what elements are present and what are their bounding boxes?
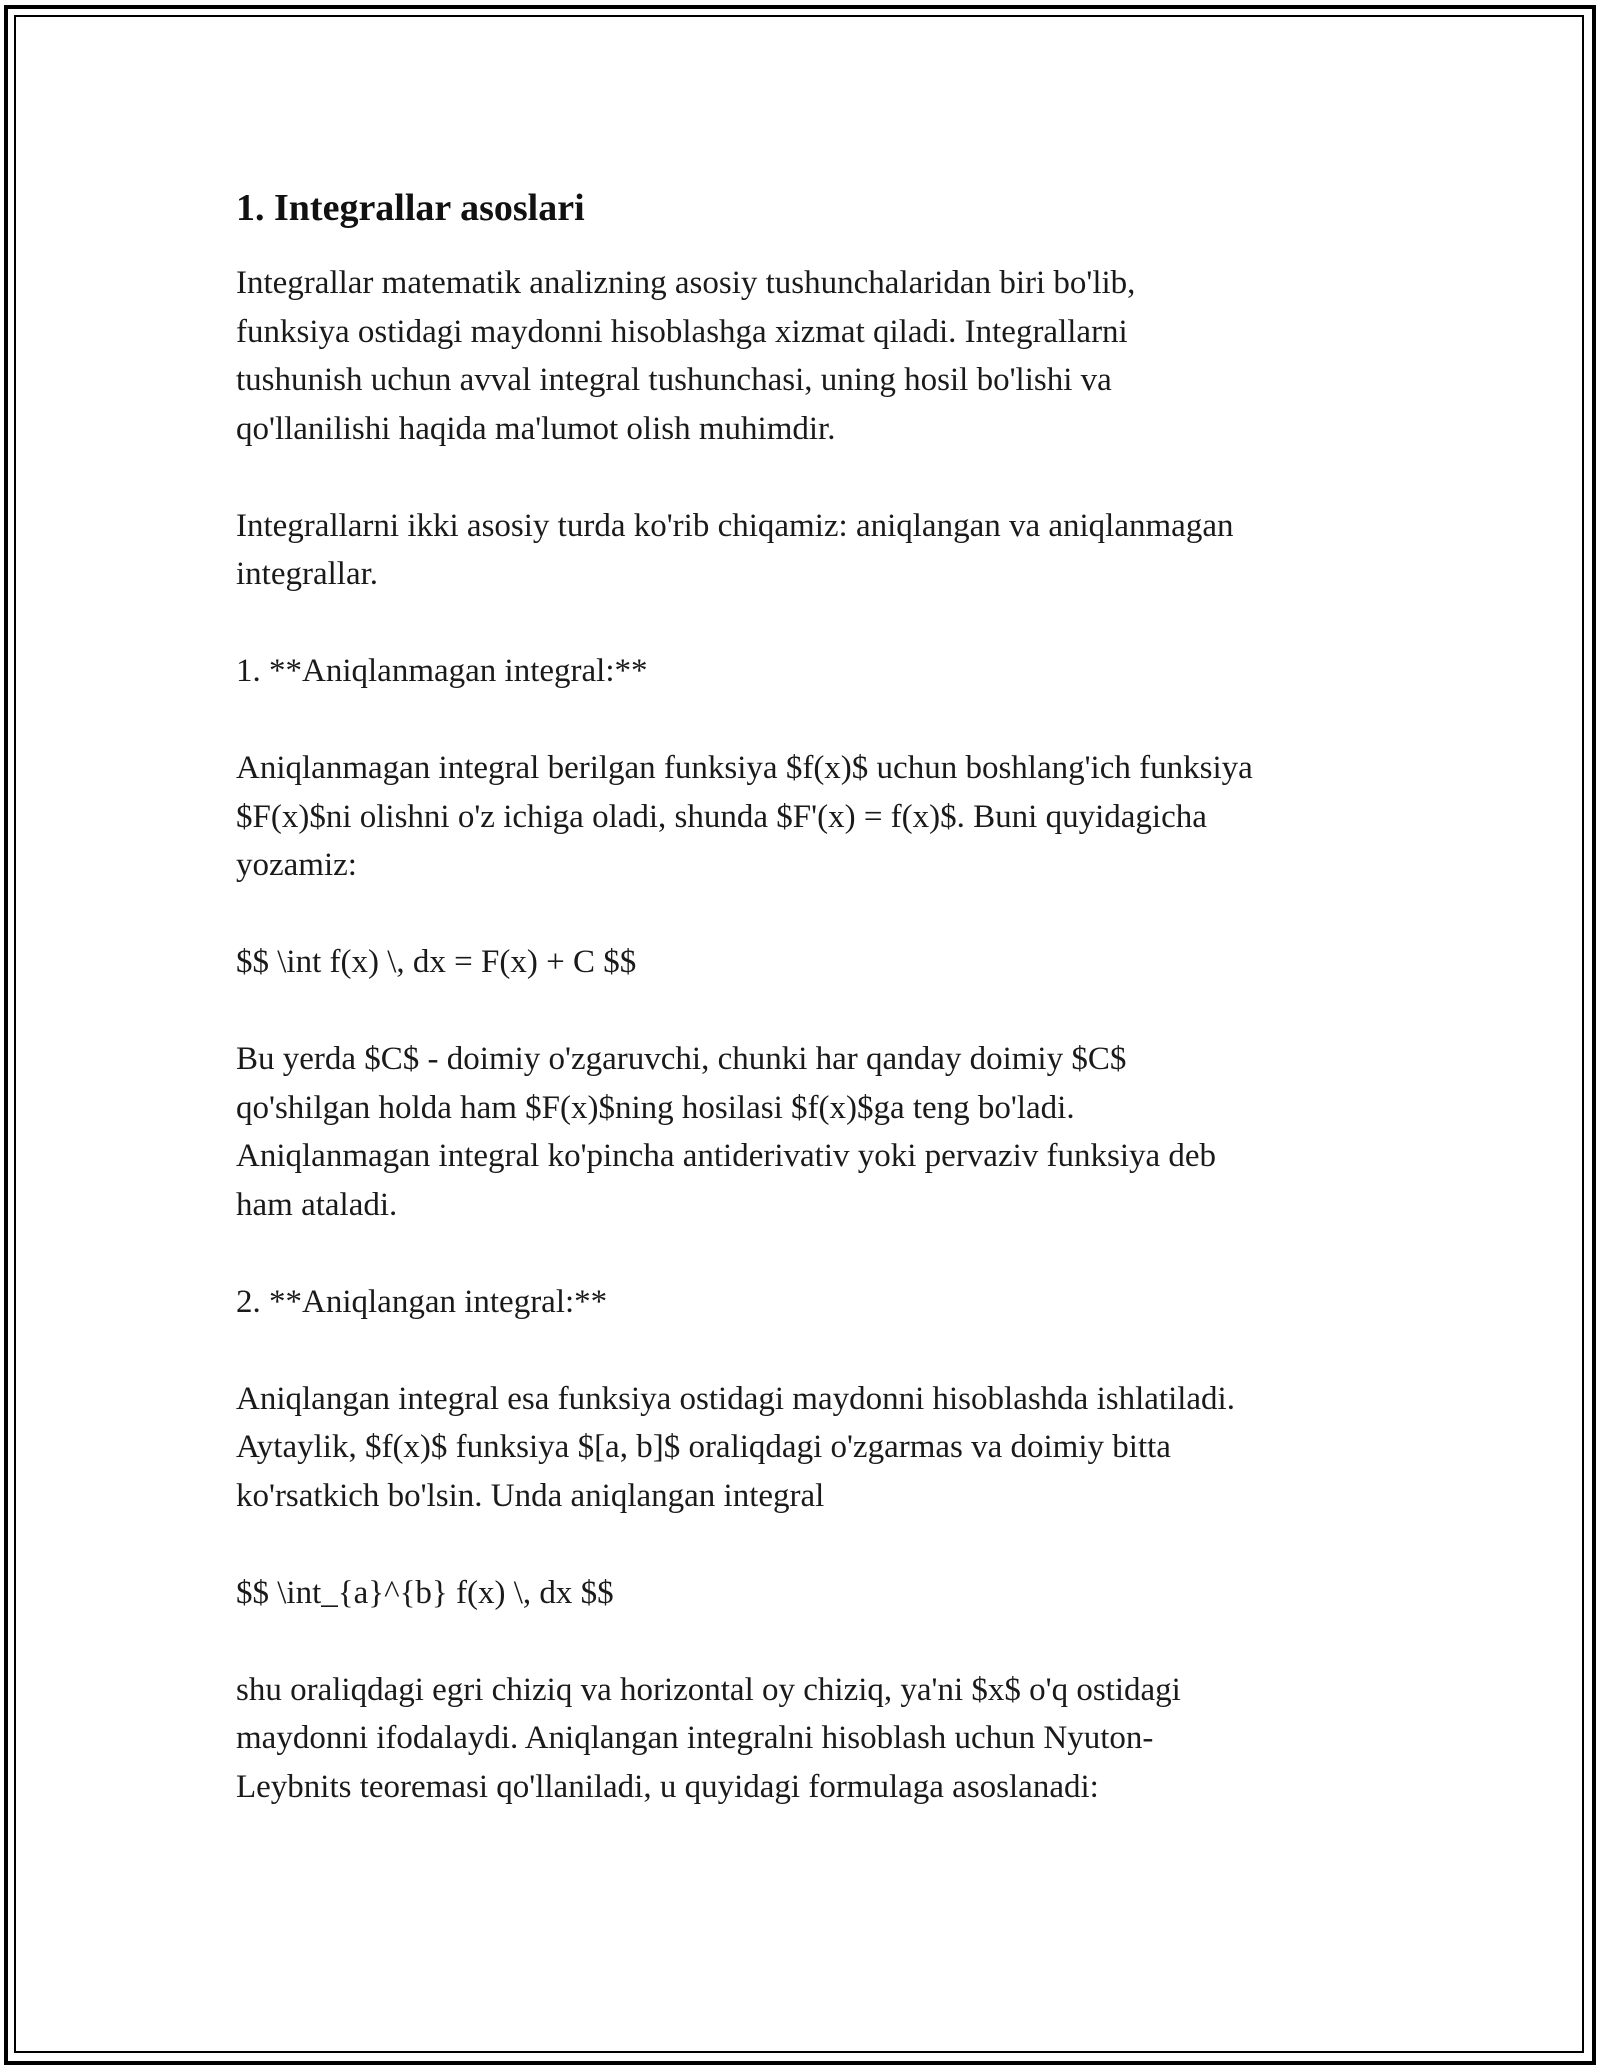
subheading-indefinite: 1. **Aniqlanmagan integral:** bbox=[236, 653, 648, 689]
indefinite-formula: $$ \int f(x) \, dx = F(x) + C $$ bbox=[236, 944, 637, 980]
newton-leibniz-paragraph: shu oraliqdagi egri chiziq va horizontal oy chiziq, ya'ni $x$ o'q ostidagi maydonni ifodalaydi. Aniqlangan integralni hisoblash uchun Nyuton- Leybnits teoremasi qo'llaniladi, u quyidagi formulaga asoslanadi: bbox=[236, 1671, 1181, 1805]
intro-paragraph: Integrallar matematik analizning asosiy tushunchalaridan biri bo'lib, funksiya ostidagi maydonni hisoblashga xizmat qiladi. Integrallarni tushunish uchun avval integral tushunchasi, uning hosil bo'lishi va qo'llanilishi haqida ma'lumot olish muhimdir. bbox=[236, 265, 1136, 447]
types-paragraph: Integrallarni ikki asosiy turda ko'rib chiqamiz: aniqlangan va aniqlanmagan integrallar. bbox=[236, 507, 1234, 592]
indefinite-paragraph: Aniqlanmagan integral berilgan funksiya $f(x)$ uchun boshlang'ich funksiya $F(x)$ni olishni o'z ichiga oladi, shunda $F'(x) = f(x)$. Buni quyidagicha yozamiz: bbox=[236, 750, 1253, 883]
section-heading: 1. Integrallar asoslari bbox=[236, 187, 585, 229]
constant-paragraph: Bu yerda $C$ - doimiy o'zgaruvchi, chunki har qanday doimiy $C$ qo'shilgan holda ham $F(x)$ning hosilasi $f(x)$ga teng bo'ladi. Aniqlanmagan integral ko'pincha antiderivativ yoki pervaziv funksiya deb ham ataladi. bbox=[236, 1041, 1217, 1223]
document-body bbox=[236, 186, 1376, 1860]
definite-formula: $$ \int_{a}^{b} f(x) \, dx $$ bbox=[236, 1574, 614, 1611]
definite-paragraph: Aniqlangan integral esa funksiya ostidagi maydonni hisoblashda ishlatiladi. Aytaylik, $f(x)$ funksiya $[a, b]$ oraliqdagi o'zgarmas va doimiy bitta ko'rsatkich bo'lsin. Unda aniqlangan integral bbox=[236, 1380, 1235, 1514]
subheading-definite: 2. **Aniqlangan integral:** bbox=[236, 1283, 608, 1320]
